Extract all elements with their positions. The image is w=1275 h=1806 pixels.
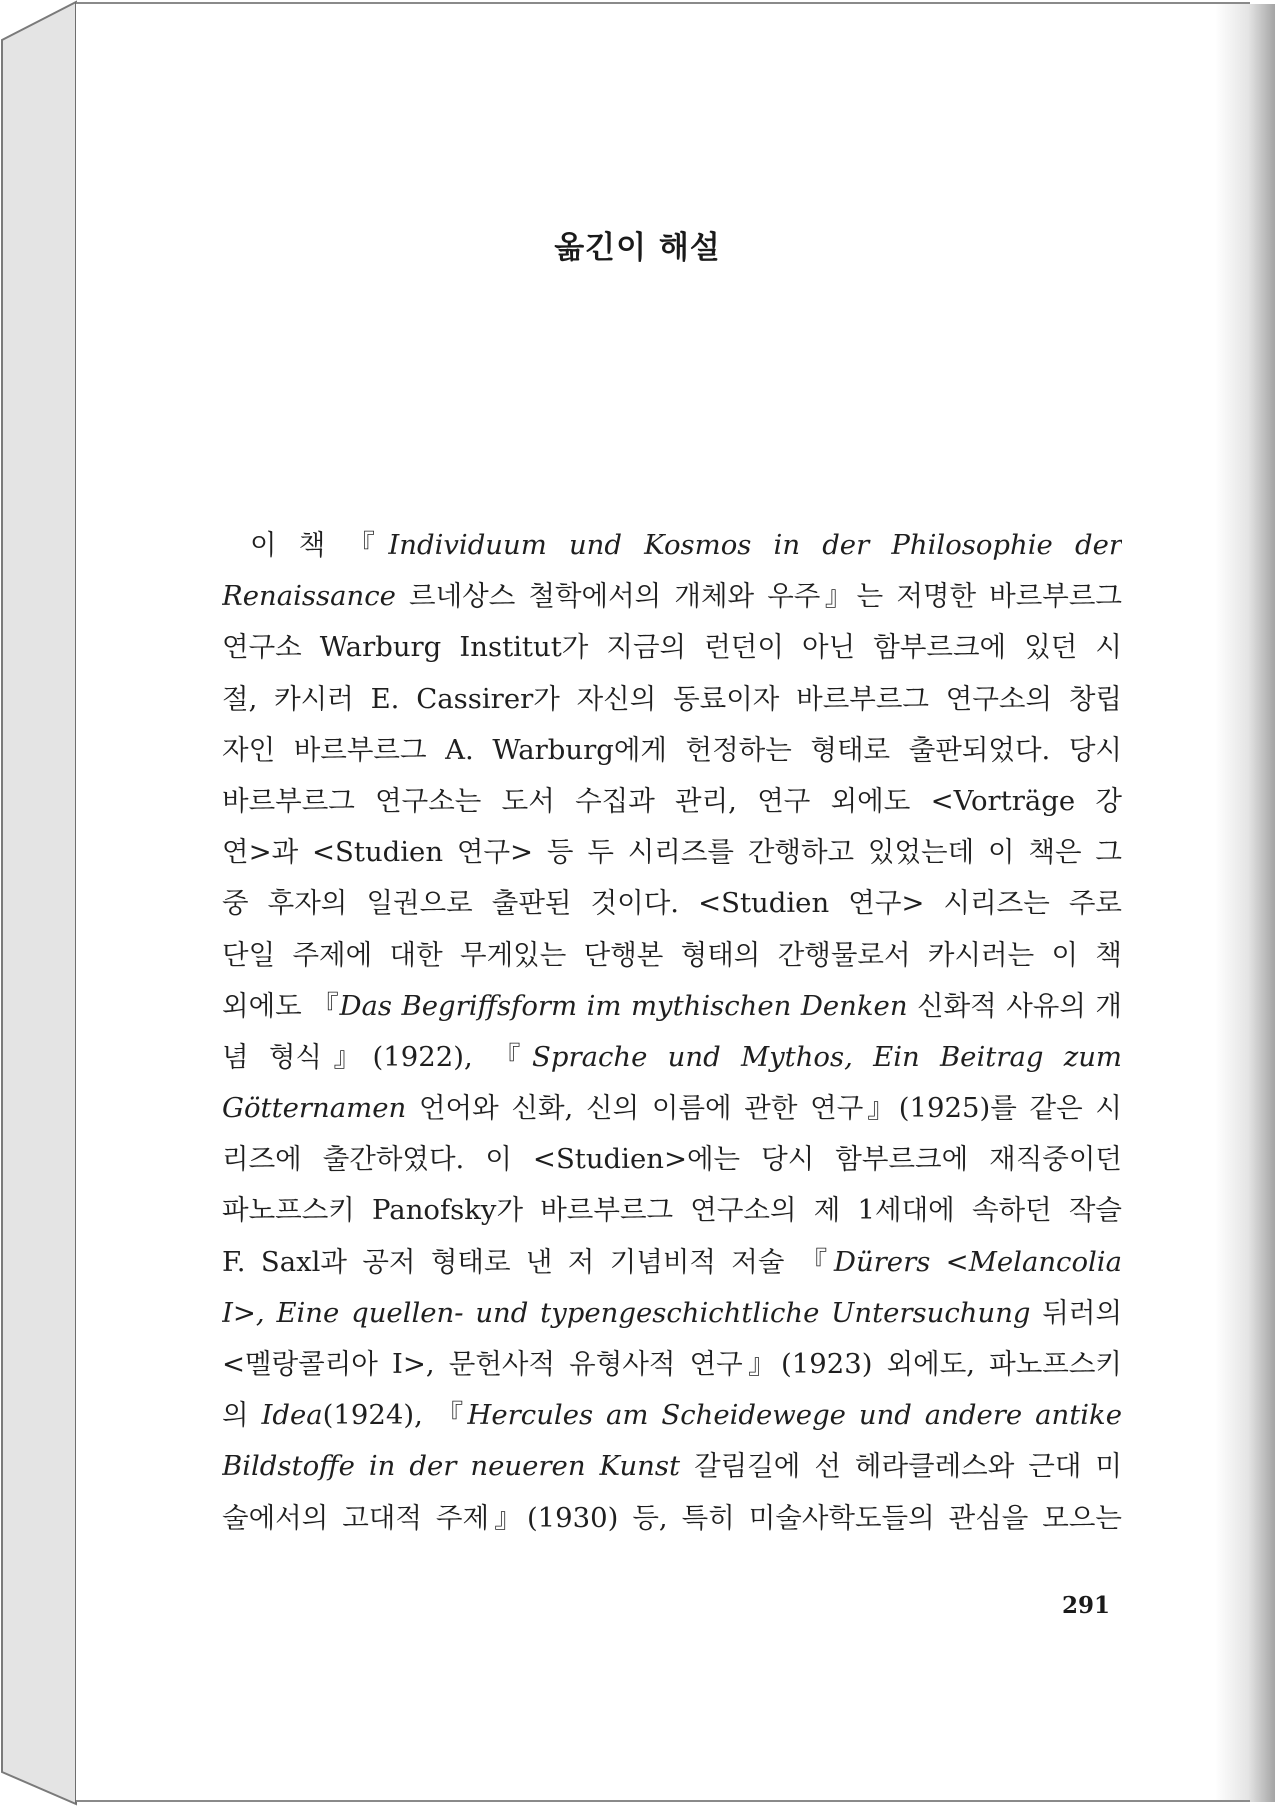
text-line [222, 930, 1122, 981]
italic-title-segment: Bildstoffe in der neueren Kunst [222, 1450, 681, 1483]
text-line [222, 1185, 1122, 1236]
text-segment: 갈림길에 선 헤라클레스와 근대 미 [680, 1450, 1122, 1483]
text-line [222, 981, 1122, 1032]
text-segment: 파노프스키 Panofsky가 바르부르그 연구소의 제 1세대에 속하던 작슬 [222, 1194, 1122, 1227]
italic-title-segment: Das Begriffsform im mythischen Denken [339, 989, 908, 1022]
text-segment: 르네상스 철학에서의 개체와 우주』는 저명한 바르부르그 [395, 580, 1122, 613]
text-line [222, 1032, 1122, 1083]
page-number: 291 [1061, 1592, 1110, 1619]
text-line [222, 1441, 1122, 1492]
text-segment: 리즈에 출간하였다. 이 <Studien>에는 당시 함부르크에 재직중이던 [222, 1143, 1122, 1176]
text-segment: 이 책 『 [250, 529, 389, 561]
text-line [222, 1339, 1122, 1390]
text-segment: 연구소 Warburg Institut가 지금의 런던이 아닌 함부르크에 있던 시 [222, 631, 1122, 664]
text-line [222, 520, 1122, 571]
text-line [222, 1237, 1122, 1288]
text-line [222, 571, 1122, 622]
text-line [222, 827, 1122, 878]
text-segment: F. Saxl과 공저 형태로 낸 저 기념비적 저술 『 [222, 1245, 834, 1278]
text-segment: 중 후자의 일권으로 출판된 것이다. <Studien 연구> 시리즈는 주로 [222, 887, 1122, 920]
text-segment: 바르부르그 연구소는 도서 수집과 관리, 연구 외에도 <Vorträge 강 [222, 784, 1122, 817]
text-segment: (1924), 『 [322, 1399, 468, 1432]
page-edge-shadow [1215, 4, 1275, 1802]
italic-title-segment: Idea [261, 1399, 323, 1432]
book-spine [0, 0, 80, 1806]
italic-title-segment: Sprache und Mythos, Ein Beitrag zum [532, 1040, 1122, 1073]
text-segment: 술에서의 고대적 주제』(1930) 등, 특히 미술사학도들의 관심을 모으는 [222, 1501, 1122, 1534]
text-line [222, 725, 1122, 776]
text-segment: 외에도 『 [222, 989, 340, 1022]
text-line [222, 776, 1122, 827]
text-segment: 연>과 <Studien 연구> 등 두 시리즈를 간행하고 있었는데 이 책은 그 [222, 836, 1122, 869]
text-line [222, 1288, 1122, 1339]
text-line [222, 674, 1122, 725]
text-segment: 신화적 사유의 개 [907, 989, 1122, 1022]
text-segment: 의 [222, 1399, 262, 1432]
text-segment: 뒤러의 [1030, 1296, 1122, 1329]
text-segment: <멜랑콜리아 I>, 문헌사적 유형사적 연구』(1923) 외에도, 파노프스키 [222, 1348, 1122, 1380]
text-line [222, 878, 1122, 929]
text-segment: 절, 카시러 E. Cassirer가 자신의 동료이자 바르부르그 연구소의 창립 [222, 682, 1122, 715]
italic-title-segment: I>, Eine quellen- und typengeschichtliche Untersuchung [222, 1296, 1031, 1329]
italic-title-segment: Renaissance [222, 580, 396, 613]
text-segment: 자인 바르부르그 A. Warburg에게 헌정하는 형태로 출판되었다. 당시 [222, 733, 1122, 766]
text-line [222, 622, 1122, 673]
italic-title-segment: Götternamen [222, 1092, 407, 1125]
text-line [222, 1134, 1122, 1185]
text-line [222, 1493, 1122, 1544]
italic-title-segment: Individuum und Kosmos in der Philosophie der [388, 529, 1122, 561]
text-segment: 단일 주제에 대한 무게있는 단행본 형태의 간행물로서 카시러는 이 책 [222, 938, 1122, 971]
italic-title-segment: Dürers <Melancolia [833, 1245, 1122, 1278]
text-line [222, 1390, 1122, 1441]
body-text [222, 520, 1122, 1544]
page-title: 옮긴이 해설 [554, 230, 721, 266]
text-segment: 언어와 신화, 신의 이름에 관한 연구』(1925)를 같은 시 [406, 1092, 1122, 1125]
text-segment: 념 형식』(1922), 『 [222, 1040, 533, 1073]
text-line [222, 1083, 1122, 1134]
italic-title-segment: Hercules am Scheidewege und andere antike [467, 1399, 1122, 1432]
